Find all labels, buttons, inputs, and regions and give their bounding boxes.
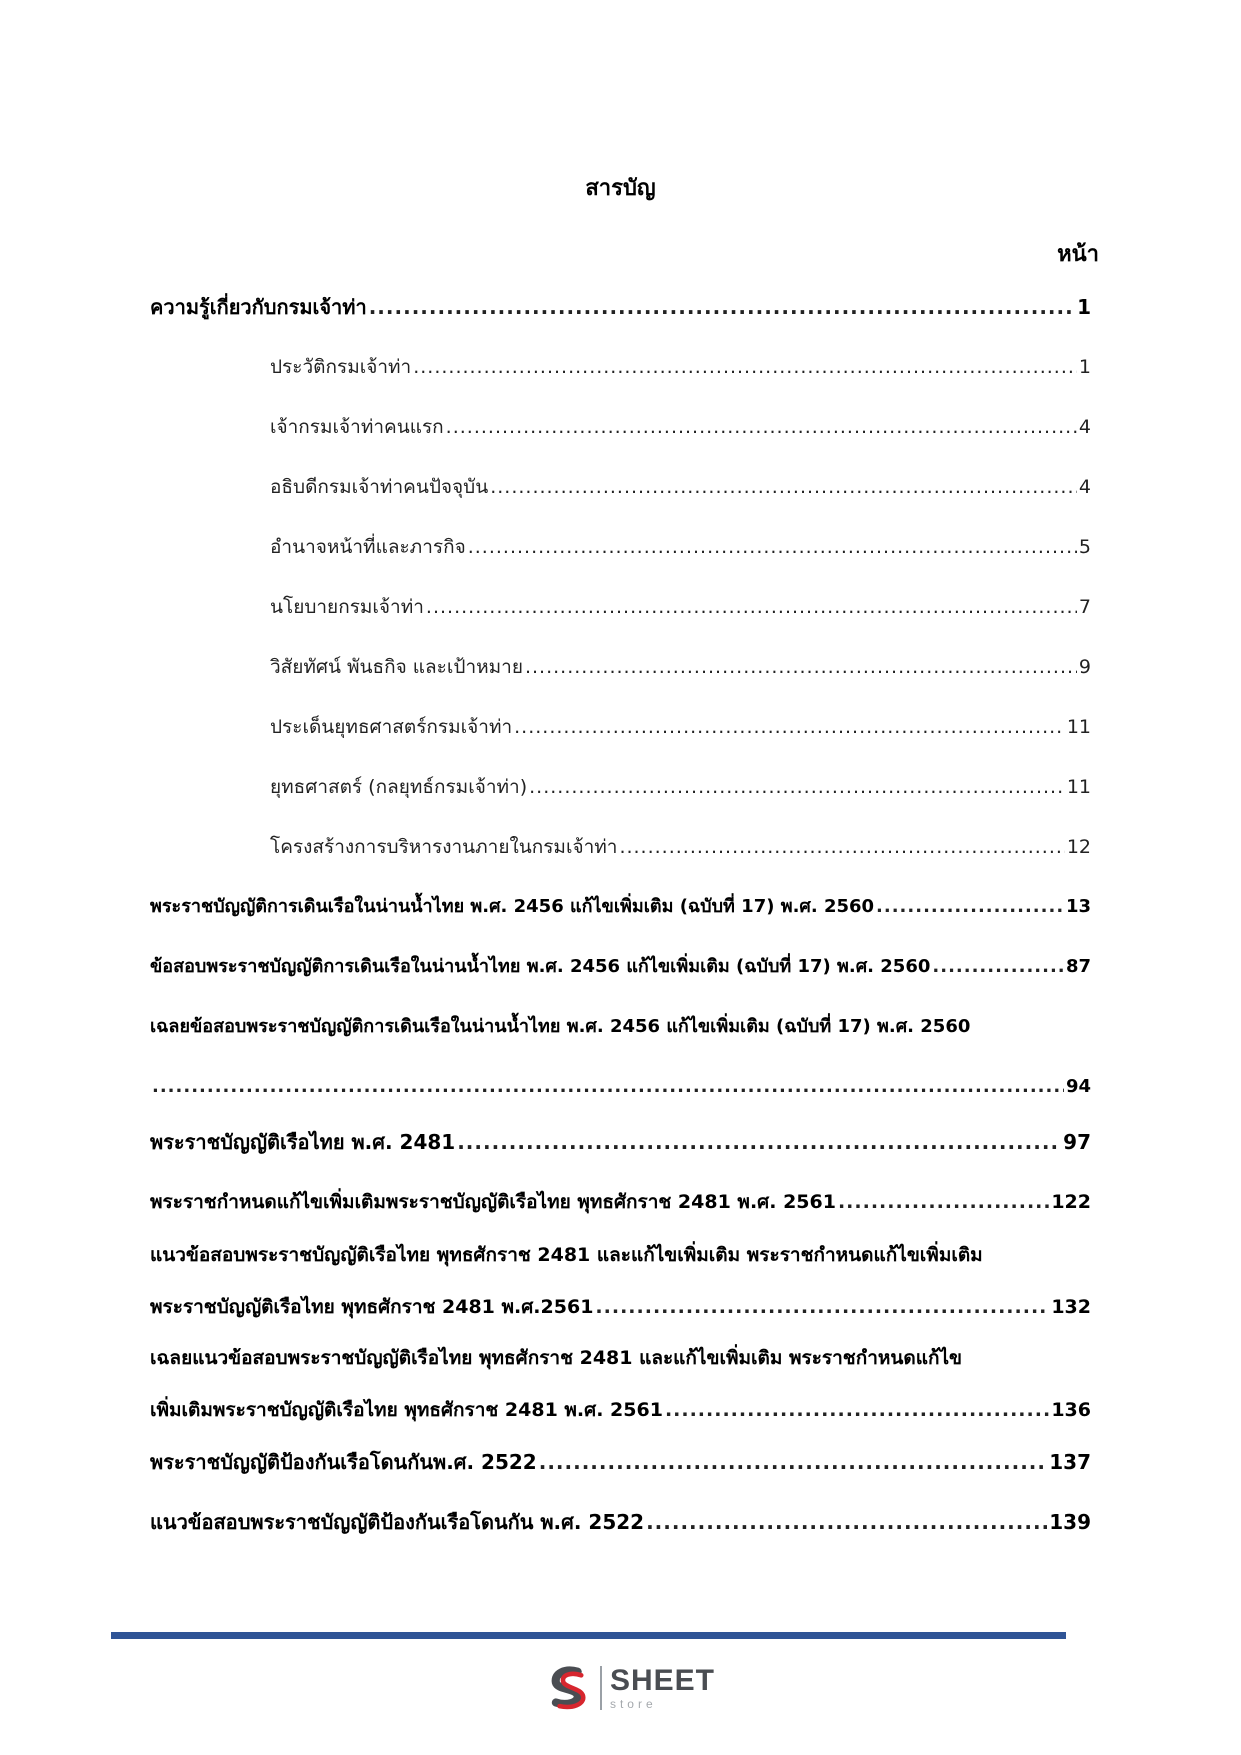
toc-entry[interactable] xyxy=(150,892,1091,922)
leader-dots xyxy=(152,1072,1064,1102)
page-column-header: หน้า xyxy=(1057,242,1099,267)
toc-entry-page: 139 xyxy=(1049,1510,1091,1534)
toc-entry[interactable] xyxy=(150,952,1091,982)
toc-entry[interactable] xyxy=(150,1127,1091,1157)
leader-dots xyxy=(468,532,1077,562)
toc-entry-label: พระราชกำหนดแก้ไขเพิ่มเติมพระราชบัญญัติเรือไทย พุทธศักราช 2481 พ.ศ. 2561 xyxy=(150,1191,836,1213)
toc-entry[interactable] xyxy=(150,1447,1091,1477)
toc-entry[interactable] xyxy=(150,292,1091,322)
leader-dots xyxy=(838,1187,1049,1217)
leader-dots xyxy=(529,772,1065,802)
toc-entry-page: 5 xyxy=(1078,536,1091,558)
toc-entry-label: พระราชบัญญัติการเดินเรือในน่านน้ำไทย พ.ศ. 2456 แก้ไขเพิ่มเติม (ฉบับที่ 17) พ.ศ. 2560 xyxy=(150,896,875,917)
toc-entry[interactable] xyxy=(150,1343,1091,1425)
toc-entry[interactable] xyxy=(270,352,1091,382)
toc-entry-page: 7 xyxy=(1078,596,1091,618)
toc-entry-page: 9 xyxy=(1078,656,1091,678)
toc-entry-page: 1 xyxy=(1078,356,1091,378)
leader-dots xyxy=(539,1447,1048,1477)
toc-entry-label: ประเด็นยุทธศาสตร์กรมเจ้าท่า xyxy=(270,716,513,738)
toc-entry-page: 132 xyxy=(1051,1296,1091,1318)
toc-entry-label: ประวัติกรมเจ้าท่า xyxy=(270,356,412,378)
sheet-s-icon xyxy=(545,1662,592,1714)
toc-entry-label: ความรู้เกี่ยวกับกรมเจ้าท่า xyxy=(150,295,367,319)
toc-entry-label: พระราชบัญญัติเรือไทย พ.ศ. 2481 xyxy=(150,1130,456,1154)
toc-entry[interactable] xyxy=(150,1240,1091,1322)
leader-dots xyxy=(457,1127,1061,1157)
toc-entry[interactable] xyxy=(270,592,1091,622)
logo-main-text: SHEET xyxy=(609,1664,715,1697)
leader-dots xyxy=(876,892,1064,922)
logo-text xyxy=(610,1666,715,1710)
toc-entry-page: 12 xyxy=(1066,836,1091,858)
toc-entry[interactable] xyxy=(150,1187,1091,1217)
leader-dots xyxy=(446,412,1077,442)
footer-rule xyxy=(111,1632,1066,1639)
toc-entry-label-continued: พระราชบัญญัติเรือไทย พุทธศักราช 2481 พ.ศ.2561 xyxy=(150,1296,594,1318)
page-title: สารบัญ xyxy=(585,176,656,201)
toc-entry[interactable] xyxy=(270,652,1091,682)
leader-dots xyxy=(369,292,1075,322)
leader-dots xyxy=(514,712,1065,742)
toc-entry[interactable] xyxy=(270,412,1091,442)
leader-dots xyxy=(932,952,1064,982)
toc-entry-label: อธิบดีกรมเจ้าท่าคนปัจจุบัน xyxy=(270,476,489,498)
toc-entry-page: 122 xyxy=(1051,1191,1091,1213)
toc-entry-page: 1 xyxy=(1077,295,1091,319)
toc-entry[interactable] xyxy=(270,772,1091,802)
toc-entry-page: 87 xyxy=(1065,956,1091,977)
toc-entry[interactable] xyxy=(270,832,1091,862)
leader-dots xyxy=(595,1292,1049,1322)
toc-entry-label: แนวข้อสอบพระราชบัญญัติป้องกันเรือโดนกัน พ.ศ. 2522 xyxy=(150,1510,645,1534)
toc-entry[interactable] xyxy=(270,532,1091,562)
toc-entry-label: วิสัยทัศน์ พันธกิจ และเป้าหมาย xyxy=(270,656,523,678)
toc-entry-label: แนวข้อสอบพระราชบัญญัติเรือไทย พุทธศักราช 2481 และแก้ไขเพิ่มเติม พระราชกำหนดแก้ไขเพิ่มเติม xyxy=(150,1244,983,1266)
toc-entry-label: อำนาจหน้าที่และภารกิจ xyxy=(270,536,466,558)
toc-entry-page: 11 xyxy=(1066,776,1091,798)
leader-dots xyxy=(413,352,1077,382)
leader-dots xyxy=(619,832,1064,862)
toc-entry[interactable] xyxy=(150,1507,1091,1537)
toc-entry-label-continued: เพิ่มเติมพระราชบัญญัติเรือไทย พุทธศักราช 2481 พ.ศ. 2561 xyxy=(150,1399,663,1421)
toc-entry-label: โครงสร้างการบริหารงานภายในกรมเจ้าท่า xyxy=(270,836,618,858)
toc-entry-page: 94 xyxy=(1065,1076,1091,1097)
leader-dots xyxy=(646,1507,1047,1537)
leader-dots xyxy=(525,652,1077,682)
toc-entry-label: นโยบายกรมเจ้าท่า xyxy=(270,596,424,618)
leader-dots xyxy=(490,472,1077,502)
leader-dots xyxy=(426,592,1077,622)
toc-entry-page: 97 xyxy=(1063,1130,1091,1154)
toc-entry-label: พระราชบัญญัติป้องกันเรือโดนกันพ.ศ. 2522 xyxy=(150,1450,537,1474)
toc-entry[interactable] xyxy=(270,712,1091,742)
toc-entry-label: เฉลยแนวข้อสอบพระราชบัญญัติเรือไทย พุทธศักราช 2481 และแก้ไขเพิ่มเติม พระราชกำหนดแก้ไข xyxy=(150,1347,963,1369)
leader-dots xyxy=(665,1395,1049,1425)
toc-entry-page: 137 xyxy=(1049,1450,1091,1474)
toc-entry-page: 11 xyxy=(1066,716,1091,738)
toc-entry-page: 4 xyxy=(1078,476,1091,498)
toc-entry-label: ข้อสอบพระราชบัญญัติการเดินเรือในน่านน้ำไทย พ.ศ. 2456 แก้ไขเพิ่มเติม (ฉบับที่ 17) พ.ศ. 2560 xyxy=(150,956,931,977)
toc-entry-page: 13 xyxy=(1065,896,1091,917)
toc-entry-label: ยุทธศาสตร์ (กลยุทธ์กรมเจ้าท่า) xyxy=(270,776,528,798)
toc-entry-page: 136 xyxy=(1051,1399,1091,1421)
toc-entry[interactable] xyxy=(150,1012,1091,1102)
sheet-store-logo xyxy=(545,1660,715,1716)
toc-entry[interactable] xyxy=(270,472,1091,502)
logo-divider xyxy=(600,1666,602,1710)
toc-entry-label: เจ้ากรมเจ้าท่าคนแรก xyxy=(270,416,444,438)
toc-entry-page: 4 xyxy=(1078,416,1091,438)
logo-sub-text: store xyxy=(609,1697,657,1711)
toc-entry-label: เฉลยข้อสอบพระราชบัญญัติการเดินเรือในน่านน้ำไทย พ.ศ. 2456 แก้ไขเพิ่มเติม (ฉบับที่ 17) พ.ศ. 2560 xyxy=(150,1016,971,1037)
